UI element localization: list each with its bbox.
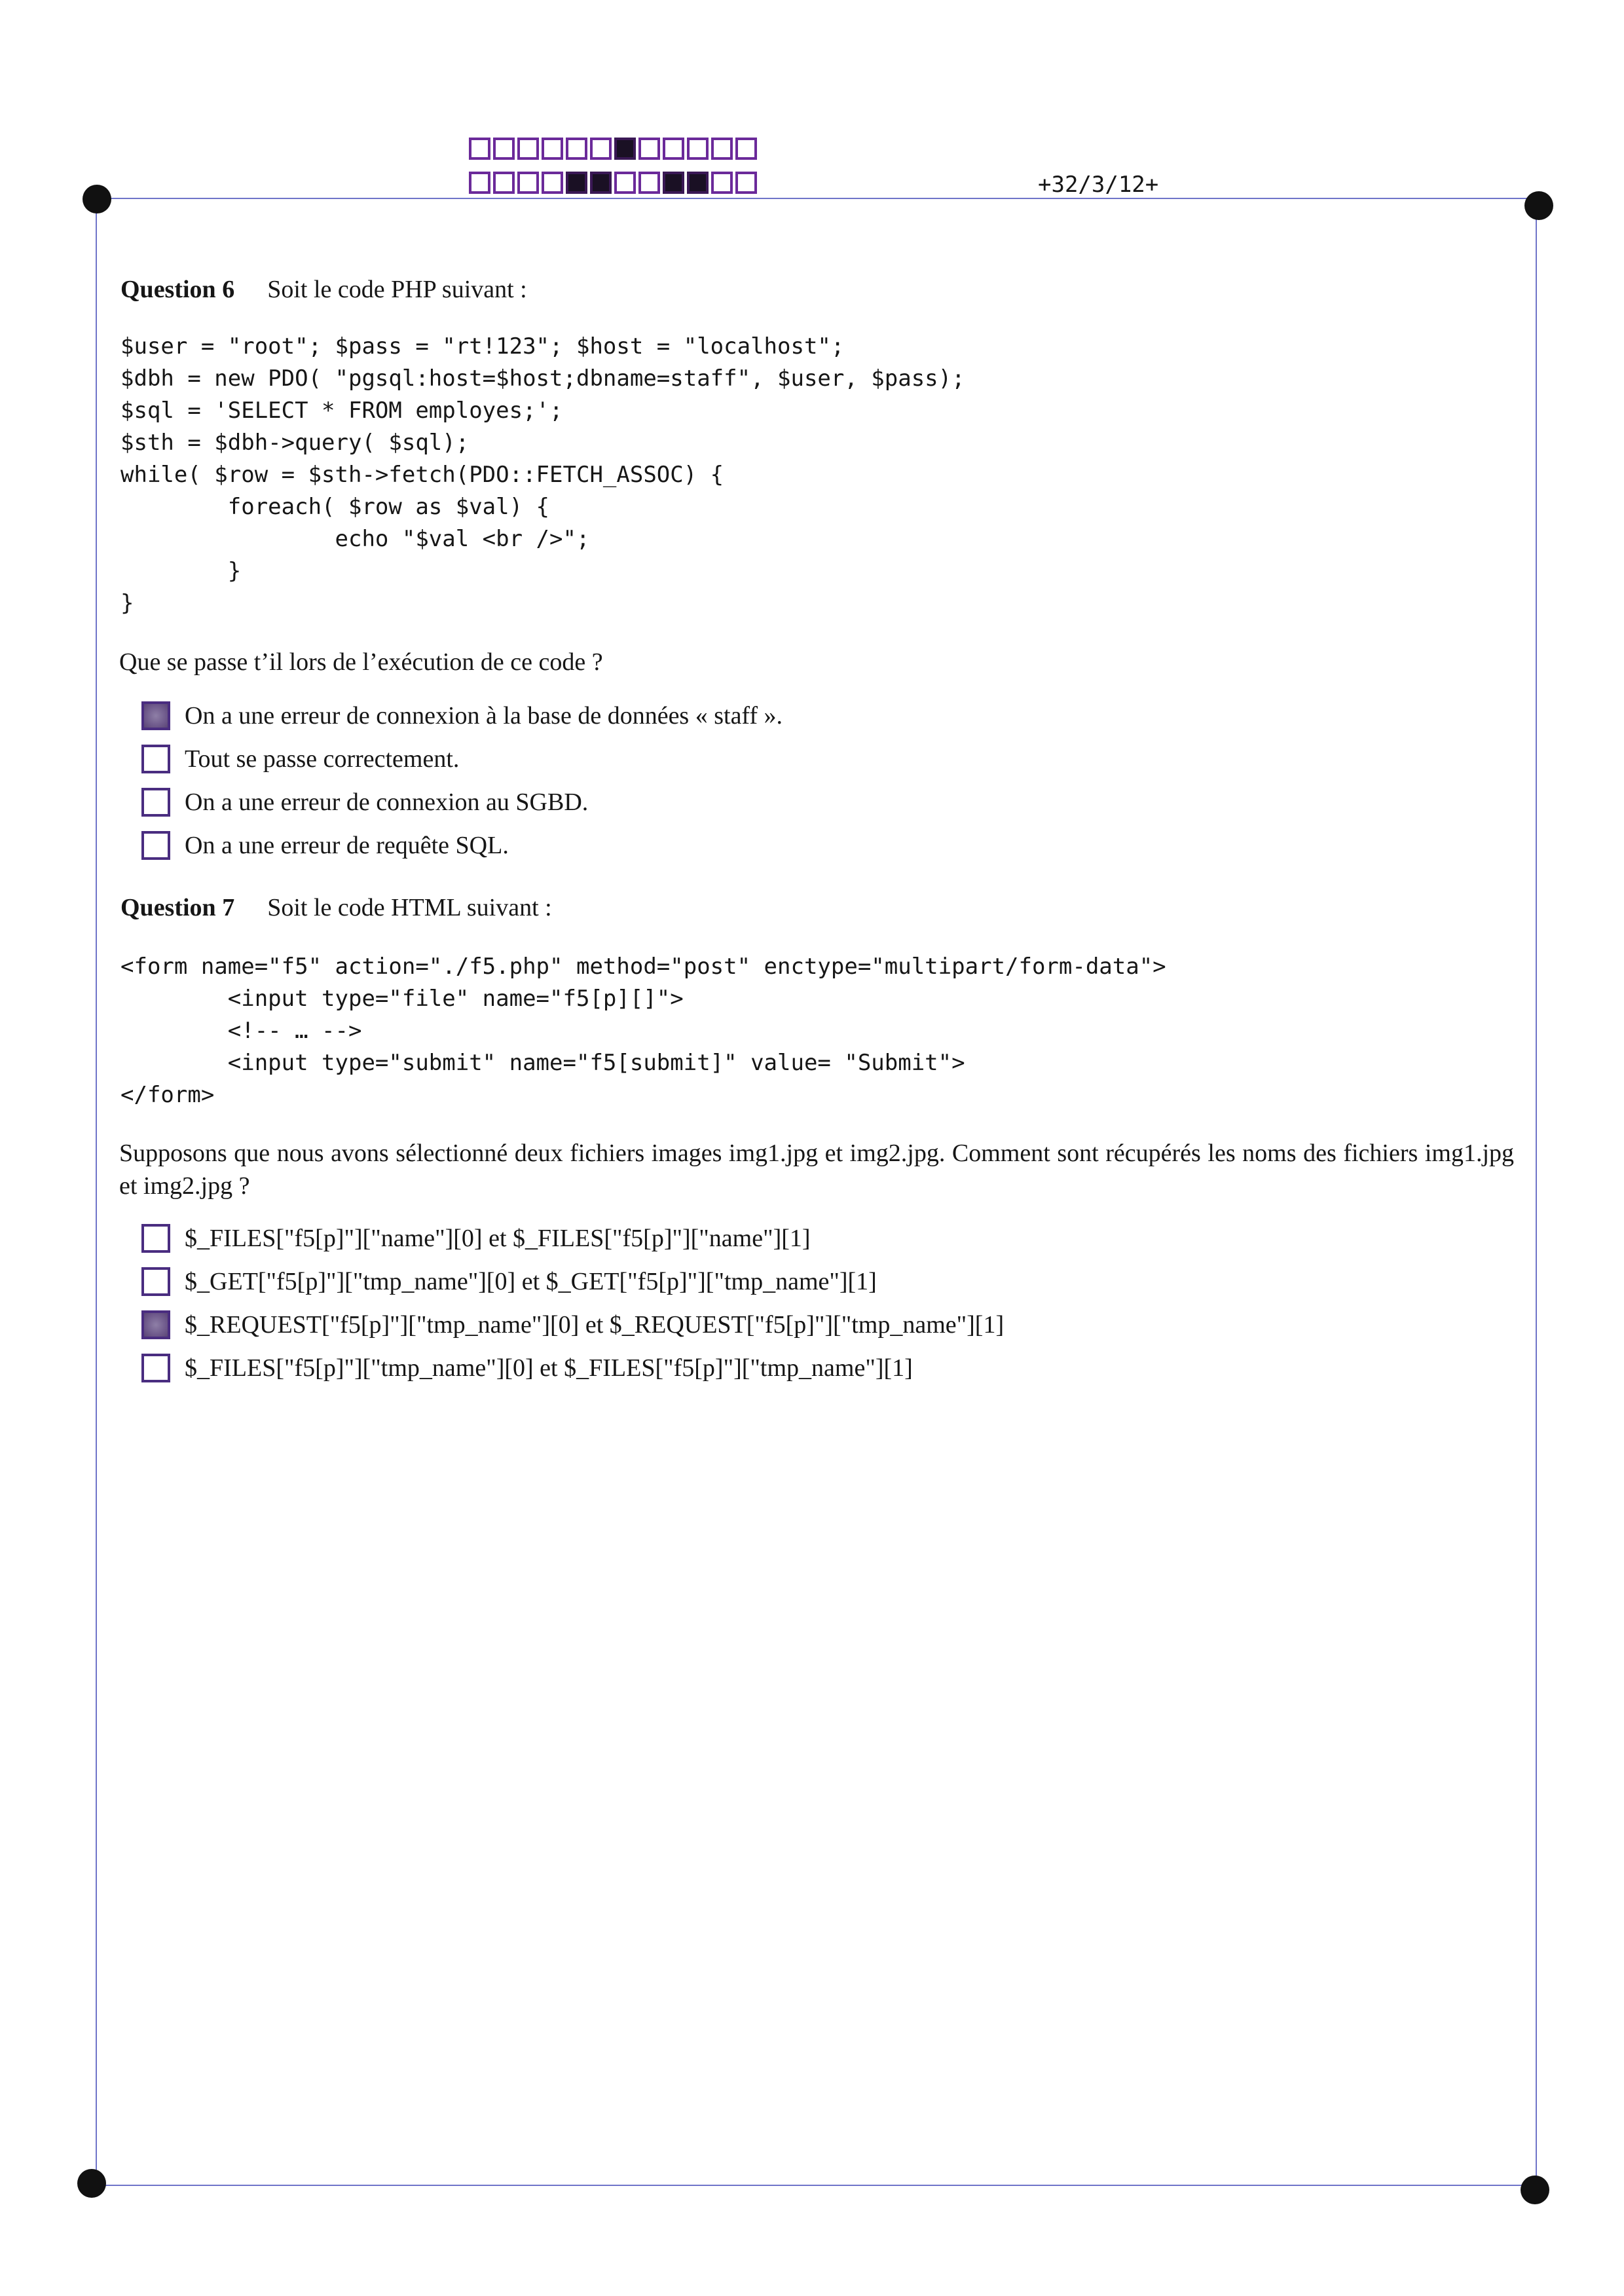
code-line: $sth = $dbh->query( $sql); [120, 430, 470, 456]
barcode-cell [663, 172, 684, 194]
frame-top-line [94, 198, 1539, 199]
answer-checkbox[interactable] [141, 1354, 170, 1382]
code-line: $user = "root"; $pass = "rt!123"; $host = "localhost"; [120, 333, 845, 360]
barcode-cell [687, 138, 709, 160]
barcode-cell [638, 138, 660, 160]
answer-option [141, 694, 783, 737]
code-line: echo "$val <br />"; [120, 526, 590, 552]
barcode-cell [542, 138, 563, 160]
barcode-cell [590, 172, 612, 194]
question-6-prompt: Que se passe t’il lors de l’exécution de ce code ? [119, 648, 603, 676]
question-7-html-code [120, 951, 1166, 1111]
code-line: } [120, 558, 242, 584]
answer-option [141, 1217, 1004, 1260]
question-7-options [141, 1217, 1004, 1390]
barcode-cell [687, 172, 709, 194]
question-6-label: Question 6 [120, 276, 235, 303]
page-id: +32/3/12+ [1038, 172, 1159, 198]
answer-text: Tout se passe correctement. [185, 745, 460, 773]
corner-mark-top-right [1524, 191, 1553, 220]
barcode-cell [614, 138, 636, 160]
answer-text: On a une erreur de requête SQL. [185, 832, 509, 859]
barcode-cell [469, 138, 490, 160]
code-line: <form name="f5" action="./f5.php" method="post" enctype="multipart/form-data"> [120, 954, 1166, 980]
code-line: $sql = 'SELECT * FROM employes;'; [120, 398, 563, 424]
code-line: } [120, 590, 134, 616]
question-6-intro: Soit le code PHP suivant : [267, 276, 527, 303]
code-line: </form> [120, 1082, 215, 1108]
frame-right-line [1536, 204, 1537, 2189]
corner-mark-top-left [83, 185, 111, 213]
answer-checkbox[interactable] [141, 788, 170, 817]
barcode-cell [542, 172, 563, 194]
answer-checkbox[interactable] [141, 1310, 170, 1339]
code-line: <!-- … --> [120, 1018, 362, 1044]
answer-checkbox[interactable] [141, 831, 170, 860]
answer-checkbox[interactable] [141, 745, 170, 773]
code-line: <input type="file" name="f5[p][]"> [120, 986, 684, 1012]
question-6-heading [120, 275, 527, 304]
answer-text: $_GET["f5[p]"]["tmp_name"][0] et $_GET["f5[p]"]["tmp_name"][1] [185, 1268, 877, 1295]
barcode-cell [517, 172, 539, 194]
barcode-cell [493, 138, 515, 160]
question-6-php-code [120, 331, 965, 620]
barcode-cell [638, 172, 660, 194]
answer-text: $_REQUEST["f5[p]"]["tmp_name"][0] et $_REQUEST["f5[p]"]["tmp_name"][1] [185, 1311, 1005, 1339]
code-line: while( $row = $sth->fetch(PDO::FETCH_ASSOC) { [120, 462, 724, 488]
barcode-cell [566, 172, 587, 194]
frame-bottom-line [94, 2185, 1539, 2186]
question-7-intro: Soit le code HTML suivant : [267, 894, 552, 921]
answer-checkbox[interactable] [141, 701, 170, 730]
barcode-row-bottom [469, 172, 760, 194]
question-6-options [141, 694, 783, 867]
answer-checkbox[interactable] [141, 1267, 170, 1296]
barcode-cell [663, 138, 684, 160]
question-7-label: Question 7 [120, 894, 235, 921]
frame-left-line [96, 204, 97, 2189]
barcode-cell [566, 138, 587, 160]
barcode-cell [711, 172, 733, 194]
answer-text: On a une erreur de connexion à la base de données « staff ». [185, 702, 783, 730]
answer-option [141, 1260, 1004, 1303]
barcode-cell [735, 172, 757, 194]
corner-mark-bottom-right [1521, 2176, 1549, 2204]
answer-option [141, 1346, 1004, 1390]
barcode-cell [711, 138, 733, 160]
barcode-cell [469, 172, 490, 194]
barcode-cell [493, 172, 515, 194]
barcode-cell [735, 138, 757, 160]
question-7-prompt: Supposons que nous avons sélectionné deux fichiers images img1.jpg et img2.jpg. Comment sont récupérés les noms des fichiers img1.jpg et img2.jpg ? [119, 1139, 1514, 1200]
code-line: foreach( $row as $val) { [120, 494, 550, 520]
answer-text: $_FILES["f5[p]"]["tmp_name"][0] et $_FILES["f5[p]"]["tmp_name"][1] [185, 1354, 913, 1382]
corner-mark-bottom-left [77, 2169, 106, 2198]
code-line: $dbh = new PDO( "pgsql:host=$host;dbname=staff", $user, $pass); [120, 365, 965, 392]
barcode-cell [590, 138, 612, 160]
code-line: <input type="submit" name="f5[submit]" value= "Submit"> [120, 1050, 965, 1076]
barcode-cell [517, 138, 539, 160]
answer-option [141, 781, 783, 824]
barcode-cell [614, 172, 636, 194]
question-7-heading [120, 893, 552, 922]
answer-checkbox[interactable] [141, 1224, 170, 1253]
answer-text: On a une erreur de connexion au SGBD. [185, 788, 589, 816]
answer-option [141, 824, 783, 867]
answer-option [141, 737, 783, 781]
answer-option [141, 1303, 1004, 1346]
barcode-row-top [469, 138, 760, 160]
answer-text: $_FILES["f5[p]"]["name"][0] et $_FILES["f5[p]"]["name"][1] [185, 1225, 811, 1252]
